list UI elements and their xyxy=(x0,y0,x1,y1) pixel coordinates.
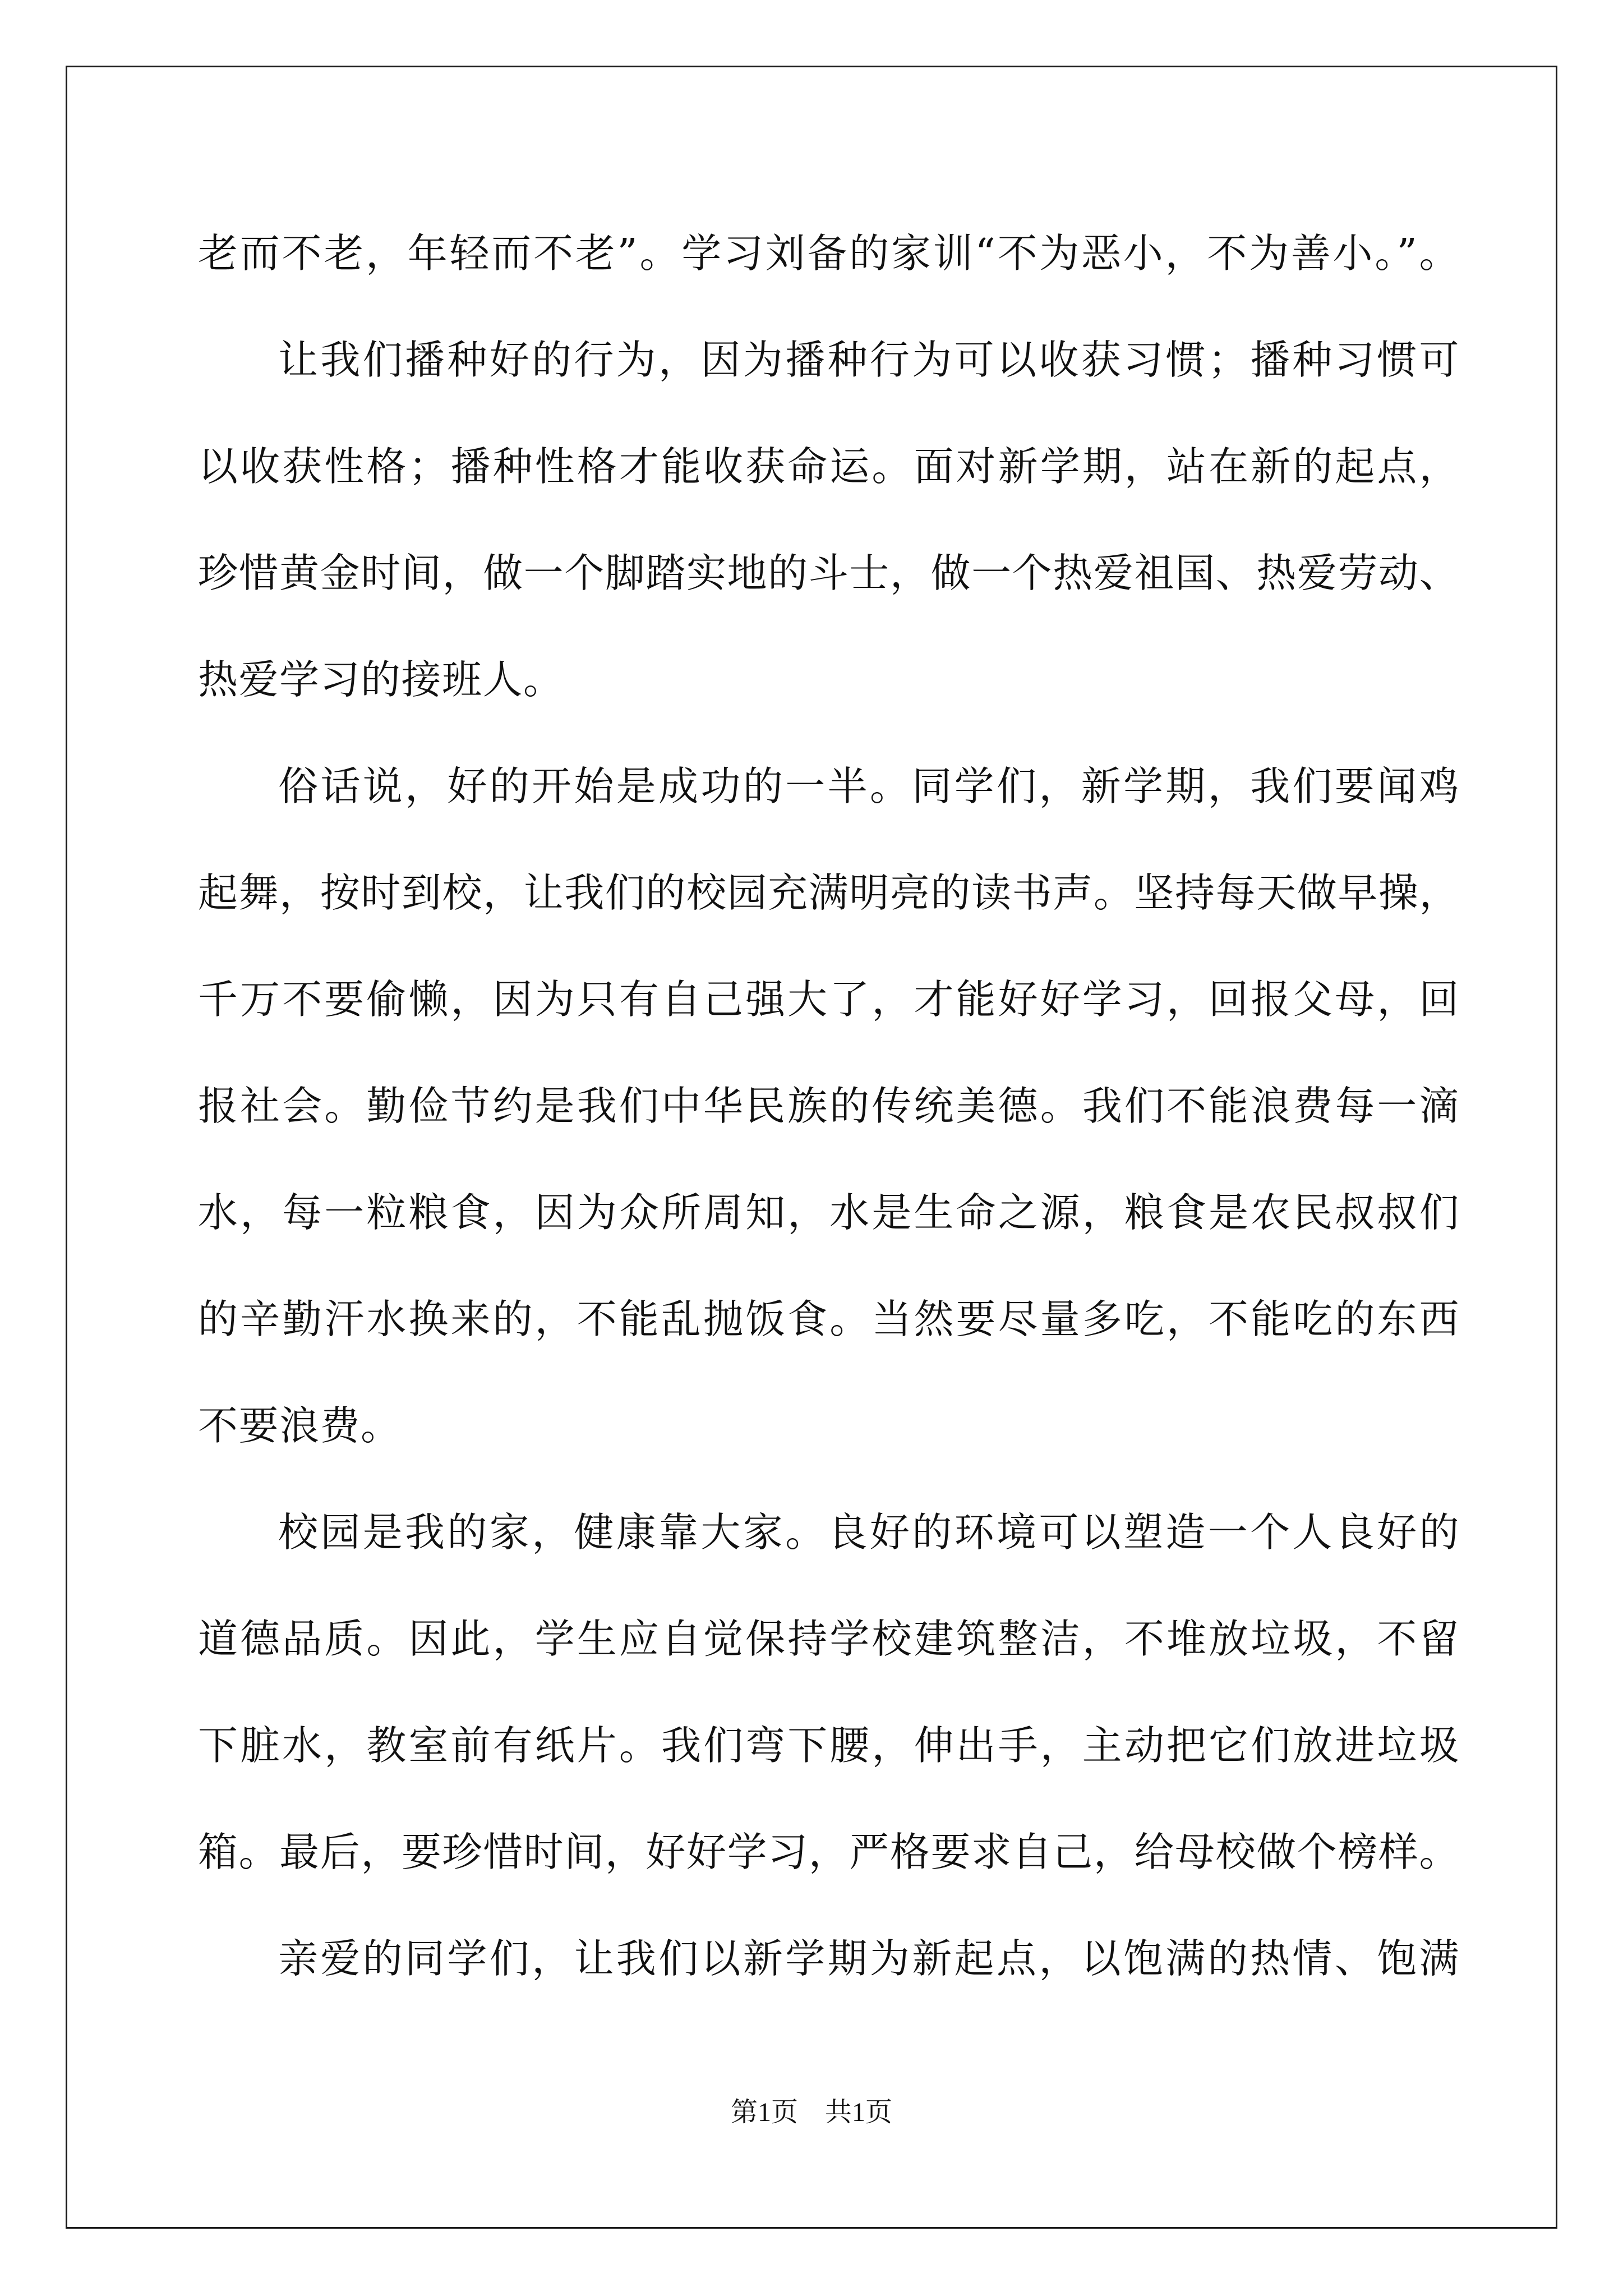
text-line: 不要浪费。 xyxy=(198,1402,402,1449)
text-line: 起舞，按时到校，让我们的校园充满明亮的读书声。坚持每天做早操， xyxy=(198,869,1460,916)
text-line: 水，每一粒粮食，因为众所周知，水是生命之源，粮食是农民叔叔们 xyxy=(198,1189,1460,1236)
text-line: 让我们播种好的行为，因为播种行为可以收获习惯；播种习惯可 xyxy=(278,337,1460,383)
text-line: 校园是我的家，健康靠大家。良好的环境可以塑造一个人良好的 xyxy=(278,1509,1460,1556)
text-line: 亲爱的同学们，让我们以新学期为新起点，以饱满的热情、饱满 xyxy=(278,1935,1460,1982)
text-line: 的辛勤汗水换来的，不能乱抛饭食。当然要尽量多吃，不能吃的东西 xyxy=(198,1296,1460,1342)
text-line: 珍惜黄金时间，做一个脚踏实地的斗士，做一个热爱祖国、热爱劳动、 xyxy=(198,550,1460,596)
text-line: 箱。最后，要珍惜时间，好好学习，严格要求自己，给母校做个榜样。 xyxy=(198,1829,1460,1875)
page-number-footer: 第1页 共1页 xyxy=(730,2097,892,2127)
text-line: 俗话说，好的开始是成功的一半。同学们，新学期，我们要闻鸡 xyxy=(278,763,1460,809)
text-line: 热爱学习的接班人。 xyxy=(198,656,564,703)
text-line: 道德品质。因此，学生应自觉保持学校建筑整洁，不堆放垃圾，不留 xyxy=(198,1616,1460,1662)
text-line: 以收获性格；播种性格才能收获命运。面对新学期，站在新的起点， xyxy=(198,443,1460,490)
text-line: 老而不老，年轻而不老”。学习刘备的家训“不为恶小，不为善小。”。 xyxy=(198,230,1460,277)
text-line: 报社会。勤俭节约是我们中华民族的传统美德。我们不能浪费每一滴 xyxy=(198,1083,1460,1129)
text-line: 下脏水，教室前有纸片。我们弯下腰，伸出手，主动把它们放进垃圾 xyxy=(198,1722,1460,1769)
text-line: 千万不要偷懒，因为只有自己强大了，才能好好学习，回报父母，回 xyxy=(198,976,1460,1023)
